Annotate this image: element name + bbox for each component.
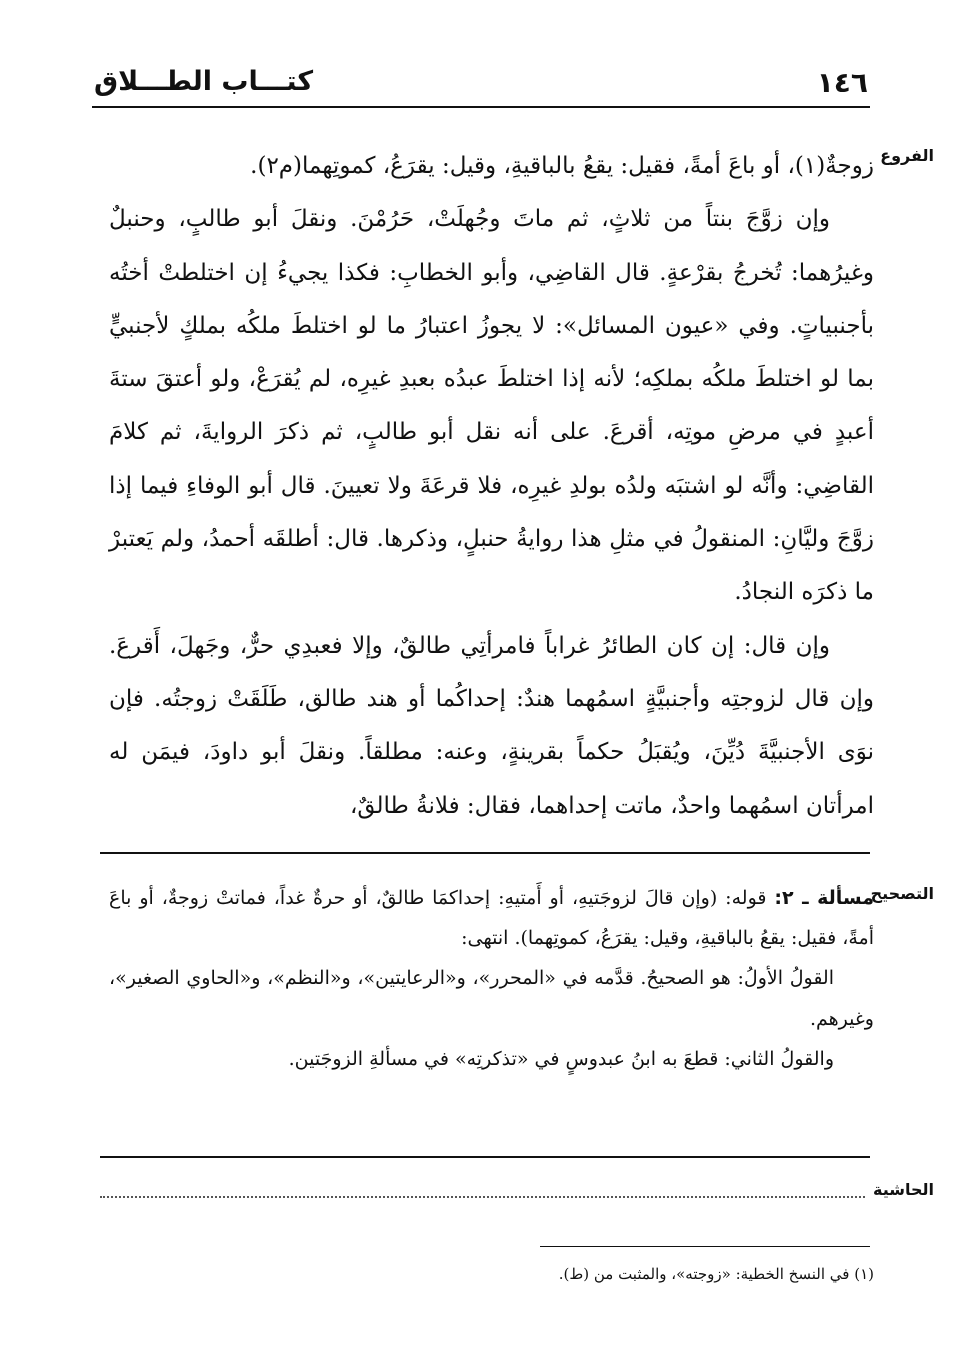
- page-header: [92, 62, 870, 108]
- footnote-1: (١) في النسخ الخطية: «زوجته»، والمثبت من (ط).: [558, 1265, 874, 1283]
- main-paragraph-3: وإن قال: إن كان الطائرُ غراباً فامرأتِي طالقٌ، وإلا فعبدِي حرٌّ، وجَهلَ، أَقرعَ. وإن قال لزوجتِه وأجنبيَّةٍ اسمُهما هندٌ: إحداكُما أو هند طالق، طَلَقَتْ زوجتُه. فإن نوَى الأجنبيَّةَ دُيِّنَ، ويُقبَلُ حكماً بقرينةٍ، وعنه: مطلقاً. ونقلَ أبو داودَ، فيمَن له امرأتان اسمُهما واحدٌ، ماتت إحداهما، فقال: فلانةُ طالقٌ،: [109, 632, 874, 819]
- footnote-separator: [540, 1246, 870, 1247]
- running-title: كتـــاب الطـــلاق: [94, 66, 314, 97]
- masala-label: مسألة ـ ٢:: [774, 887, 874, 909]
- hashiya-dotted-line: [100, 1176, 865, 1198]
- tashih-paragraph-1: [109, 878, 874, 958]
- tashih-paragraph-1-text: قوله: (وإن قالَ لزوجَتيهِ، أو أَمتيهِ: إحداكمَا طالقٌ، أو حرةٌ غداً، فماتتْ زوجةٌ، أو باعَ أمةً، فقيل: يقعُ بالباقيةِ، وقيل: يقرَعُ، كموتِهما). انتهى:: [109, 887, 874, 950]
- section-divider-top: [100, 852, 870, 854]
- footnotes: [109, 1262, 874, 1286]
- tashih-paragraph-2: القولُ الأولُ: هو الصحيحُ. قدَّمه في «المحرر»، و«الرعايتين»، و«النظم»، و«الحاوي الصغير»، وغيرهم.: [109, 967, 874, 1030]
- main-paragraph-1: زوجةٌ(١)، أو باعَ أمةً، فقيل: يقعُ بالباقيةِ، وقيل: يقرَعُ، كموتِهما(م٢).: [250, 153, 874, 179]
- page-number: ١٤٦: [816, 66, 868, 99]
- main-text: [109, 140, 874, 833]
- tashih-text: [109, 878, 874, 1079]
- tashih-label: التصحيح: [870, 884, 934, 903]
- tashih-paragraph-3: والقولُ الثاني: قطعَ به ابنُ عبدوسٍ في «تذكرتِه» في مسألةِ الزوجَتين.: [288, 1047, 834, 1070]
- section-divider-bottom: [100, 1156, 870, 1158]
- furu-label: الفروع: [880, 146, 934, 165]
- main-paragraph-2: وإن زوَّجَ بنتاً من ثلاثٍ، ثم ماتَ وجُهلَتْ، حَرُمْنَ. ونقلَ أبو طالبٍ، وحنبلٌ وغيرُهما: تُخرجُ بقرْعةٍ. قال القاضِي، وأبو الخطابِ: فكذا يجيءُ إن اختلطتْ أختُه بأجنبياتٍ. وفي «عيون المسائل»: لا يجوزُ اعتبارُ ما لو اختلطَ ملكُه بملكٍ لأجنبيٍّ بما لو اختلطَ ملكُه بملكِه؛ لأنه إذا اختلطَ عبدُه بعبدِ غيرِه، لم يُقرَعْ، ولو أعتقَ ستةَ أعبدٍ في مرضِ موتِه، أقرعَ. على أنه نقل أبو طالبٍ، ثم ذكرَ الروايةَ، ثم كلامَ القاضِي: وأنَّه لو اشتبَه ولدُه بولدِ غيرِه، فلا قرعَةَ ولا تعيينَ. قال أبو الوفاءِ فيما إذا زوَّجَ وليَّانِ: المنقولُ في مثلِ هذا روايةُ حنبلٍ، وذكرها. قال: أطلقَه أحمدُ، ولم يَعتبرْ ما ذكرَه النجادُ.: [109, 206, 874, 606]
- hashiya-label: الحاشية: [873, 1180, 934, 1199]
